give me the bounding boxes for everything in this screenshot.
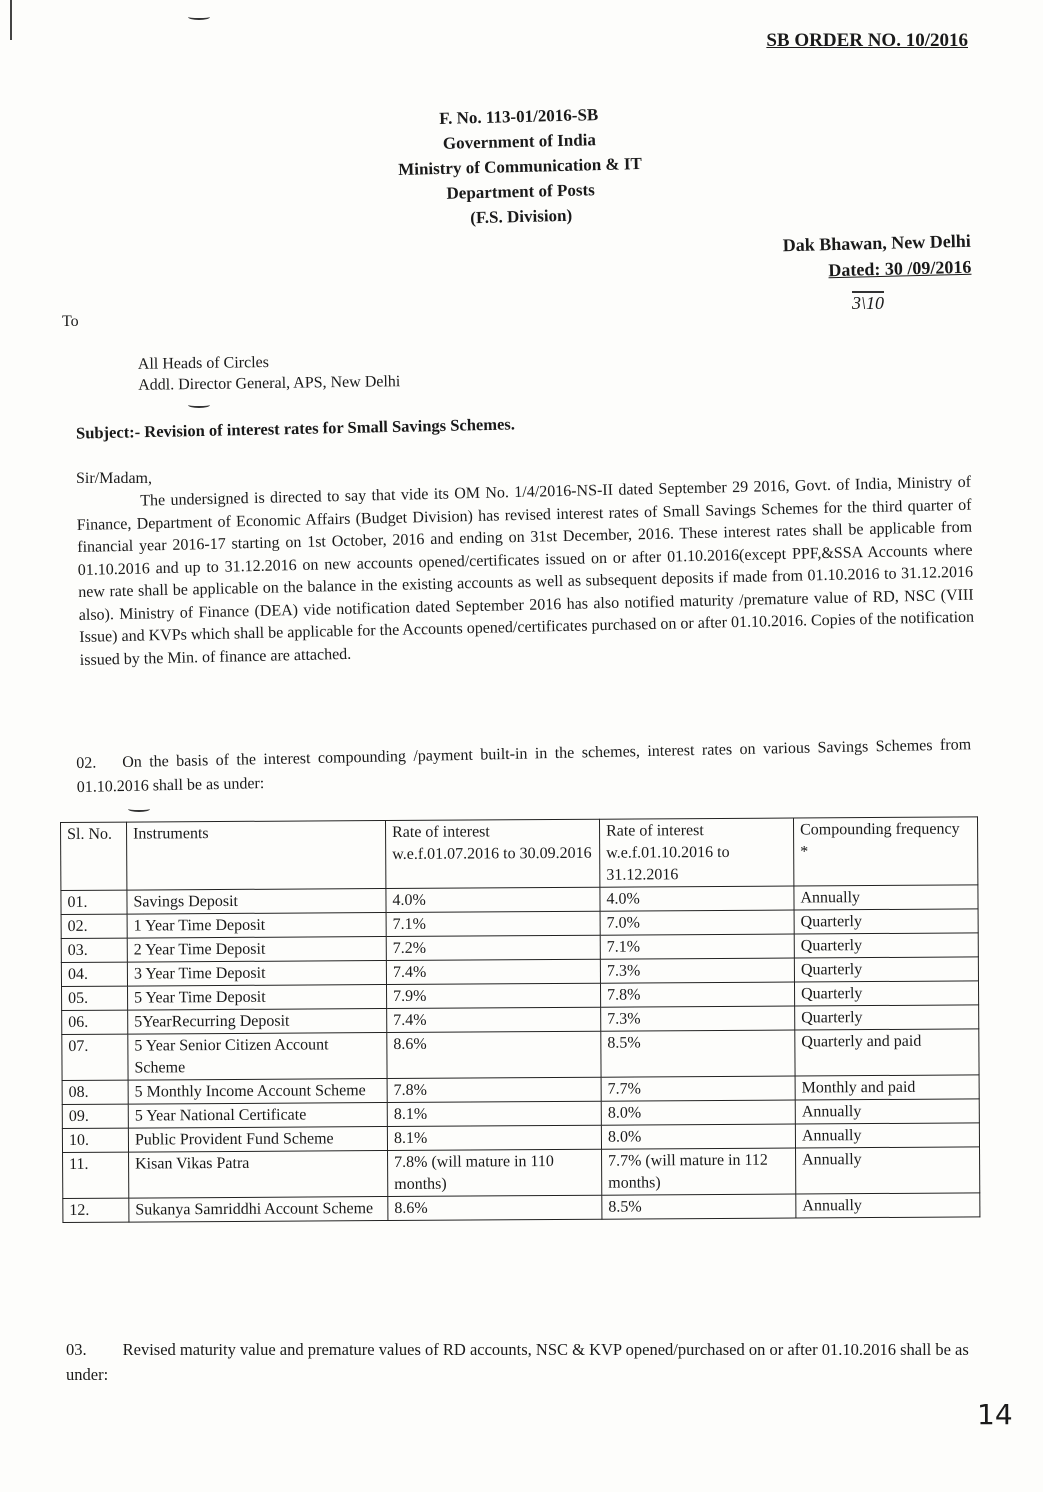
table-cell: Savings Deposit — [127, 889, 386, 915]
table-cell: 7.2% — [386, 935, 600, 960]
column-header: Sl. No. — [61, 822, 127, 890]
paragraph-text: Revised maturity value and premature values of RD accounts, NSC & KVP opened/purchased on or after 01.10.2016 shall be as under: — [66, 1340, 969, 1384]
table-cell: Annually — [796, 1147, 980, 1194]
government-line: Government of India — [442, 130, 597, 153]
file-number: F. No. 113-01/2016-SB — [439, 105, 599, 128]
table-cell: 3 Year Time Deposit — [127, 961, 386, 987]
table-cell: Quarterly — [794, 981, 978, 1006]
place: Dak Bhawan, New Delhi — [782, 230, 971, 256]
paragraph-1: The undersigned is directed to say that vide its OM No. 1/4/2016-NS-II dated September 29 2016, Govt. of India, Ministry of Finance, Department of Economic Affairs (Budget Division) has revised interest rates of Small Savings Schemes for the third quarter of financial year 2016-17 starting on 1st October, 2016 and ending on 31st December, 2016. These interest rates shall be applicable from 01.10.2016 and up to 31.12.2016 on new accounts opened/certificates issued on or after 01.10.2016(except PPF,&SSA Accounts where new rate shall be applicable on the balance in the existing accounts as well as subsequent deposits if made from 01.10.2016 to 31.12.2016 also). Ministry of Finance (DEA) vide notification dated September 2016 has also notified maturity /premature value of RD, NSC (VIII Issue) and KVPs which shall be applicable for the Accounts opened/certificates purchased on or after 01.10.2016. Copies of the notification issued by the Min. of finance are attached. — [76, 473, 975, 669]
table-cell: Public Provident Fund Scheme — [128, 1127, 387, 1153]
order-number: SB ORDER NO. 10/2016 — [766, 30, 968, 51]
to-label: To — [62, 313, 79, 330]
table-cell: Kisan Vikas Patra — [129, 1151, 388, 1199]
tick-mark-icon — [188, 14, 210, 20]
table-cell: 5YearRecurring Deposit — [128, 1009, 387, 1035]
table-cell: 8.6% — [388, 1195, 602, 1220]
table-cell: 7.8% — [387, 1077, 601, 1102]
table-cell: 07. — [62, 1034, 128, 1080]
table-cell: Annually — [795, 1099, 979, 1124]
table-row — [63, 1147, 980, 1199]
table-cell: 1 Year Time Deposit — [127, 913, 386, 939]
table-cell: 4.0% — [386, 887, 600, 912]
paragraph-number: 02. — [76, 754, 97, 772]
table-cell: 7.1% — [386, 911, 600, 936]
interest-rates-table — [60, 816, 980, 1223]
dated: Dated: 30 /09/2016 — [828, 256, 972, 281]
column-header: Rate of interest w.e.f.01.07.2016 to 30.09.2016 — [385, 819, 599, 888]
table-cell: Quarterly and paid — [795, 1029, 979, 1076]
table-cell: 4.0% — [600, 886, 794, 911]
table-cell: 8.6% — [387, 1031, 601, 1078]
tick-mark-icon — [128, 806, 150, 812]
table-cell: 7.0% — [600, 910, 794, 935]
salutation: Sir/Madam, — [76, 470, 152, 487]
table-cell: 8.0% — [601, 1124, 795, 1149]
table-cell: 7.7% — [601, 1076, 795, 1101]
subject-line: Subject:- Revision of interest rates for Small Savings Schemes. — [75, 414, 516, 443]
ministry-line: Ministry of Communication & IT — [397, 154, 643, 179]
table-cell: 7.4% — [387, 1007, 601, 1032]
table-cell: 5 Monthly Income Account Scheme — [128, 1079, 387, 1105]
paragraph-3 — [66, 1337, 971, 1387]
table-cell: 09. — [62, 1104, 128, 1128]
paragraph-text: On the basis of the interest compounding /payment built-in in the schemes, interest rates on various Savings Schemes from 01.10.2016 shall be as under: — [76, 736, 972, 796]
table-cell: 05. — [62, 986, 128, 1010]
column-header: Rate of interest w.e.f.01.10.2016 to 31.12.2016 — [599, 818, 793, 887]
table-cell: 7.3% — [600, 958, 794, 983]
table-cell: 7.9% — [386, 983, 600, 1008]
table-cell: 7.8% — [600, 982, 794, 1007]
table-header-row — [61, 817, 978, 891]
table-cell: Monthly and paid — [795, 1075, 979, 1100]
table-cell: 5 Year Senior Citizen Account Scheme — [128, 1033, 387, 1081]
recipient-line: All Heads of Circles — [137, 354, 270, 373]
division-line: (F.S. Division) — [470, 205, 573, 228]
table-cell: Annually — [794, 885, 978, 910]
column-header: Instruments — [127, 821, 386, 891]
paragraph-number: 03. — [66, 1340, 87, 1359]
table-cell: 06. — [62, 1010, 128, 1034]
table-cell: Quarterly — [794, 957, 978, 982]
table-cell: 8.5% — [602, 1194, 796, 1219]
table-cell: 2 Year Time Deposit — [127, 937, 386, 963]
margin-mark — [10, 0, 12, 40]
table-cell: 04. — [61, 962, 127, 986]
table-cell: 08. — [62, 1080, 128, 1104]
table-cell: 11. — [63, 1152, 129, 1198]
table-cell: 01. — [61, 890, 127, 914]
table-cell: 8.0% — [601, 1100, 795, 1125]
place-date-block — [782, 228, 971, 285]
table-cell: 8.5% — [601, 1030, 795, 1077]
page-number: 14 — [977, 1398, 1013, 1431]
table-cell: 12. — [63, 1198, 129, 1222]
table-cell: 8.1% — [387, 1125, 601, 1150]
table-cell: 7.3% — [601, 1006, 795, 1031]
table-cell: 5 Year National Certificate — [128, 1103, 387, 1129]
table-cell: 7.1% — [600, 934, 794, 959]
table-cell: 7.8% (will mature in 110 months) — [388, 1149, 602, 1196]
tick-mark-icon — [188, 402, 210, 408]
table-cell: 02. — [61, 914, 127, 938]
table-cell: Sukanya Samriddhi Account Scheme — [129, 1197, 388, 1223]
table-cell: Quarterly — [795, 1005, 979, 1030]
table-cell: 8.1% — [387, 1101, 601, 1126]
table-cell: Annually — [796, 1193, 980, 1218]
table-cell: 7.4% — [386, 959, 600, 984]
recipients — [138, 350, 401, 396]
table-cell: 10. — [62, 1128, 128, 1152]
department-line: Department of Posts — [446, 180, 595, 203]
table-row — [63, 1193, 980, 1223]
letter-header — [329, 99, 712, 233]
paragraph-2 — [76, 733, 972, 800]
table-cell: Quarterly — [794, 933, 978, 958]
table-row — [62, 1029, 979, 1081]
table-cell: Quarterly — [794, 909, 978, 934]
recipient-line: Addl. Director General, APS, New Delhi — [138, 373, 401, 394]
column-header: Compounding frequency * — [793, 817, 977, 886]
table-cell: 7.7% (will mature in 112 months) — [602, 1148, 796, 1195]
table-cell: Annually — [795, 1123, 979, 1148]
table-cell: 03. — [61, 938, 127, 962]
table-cell: 5 Year Time Deposit — [128, 985, 387, 1011]
handwritten-date: 3\10 — [852, 293, 885, 313]
